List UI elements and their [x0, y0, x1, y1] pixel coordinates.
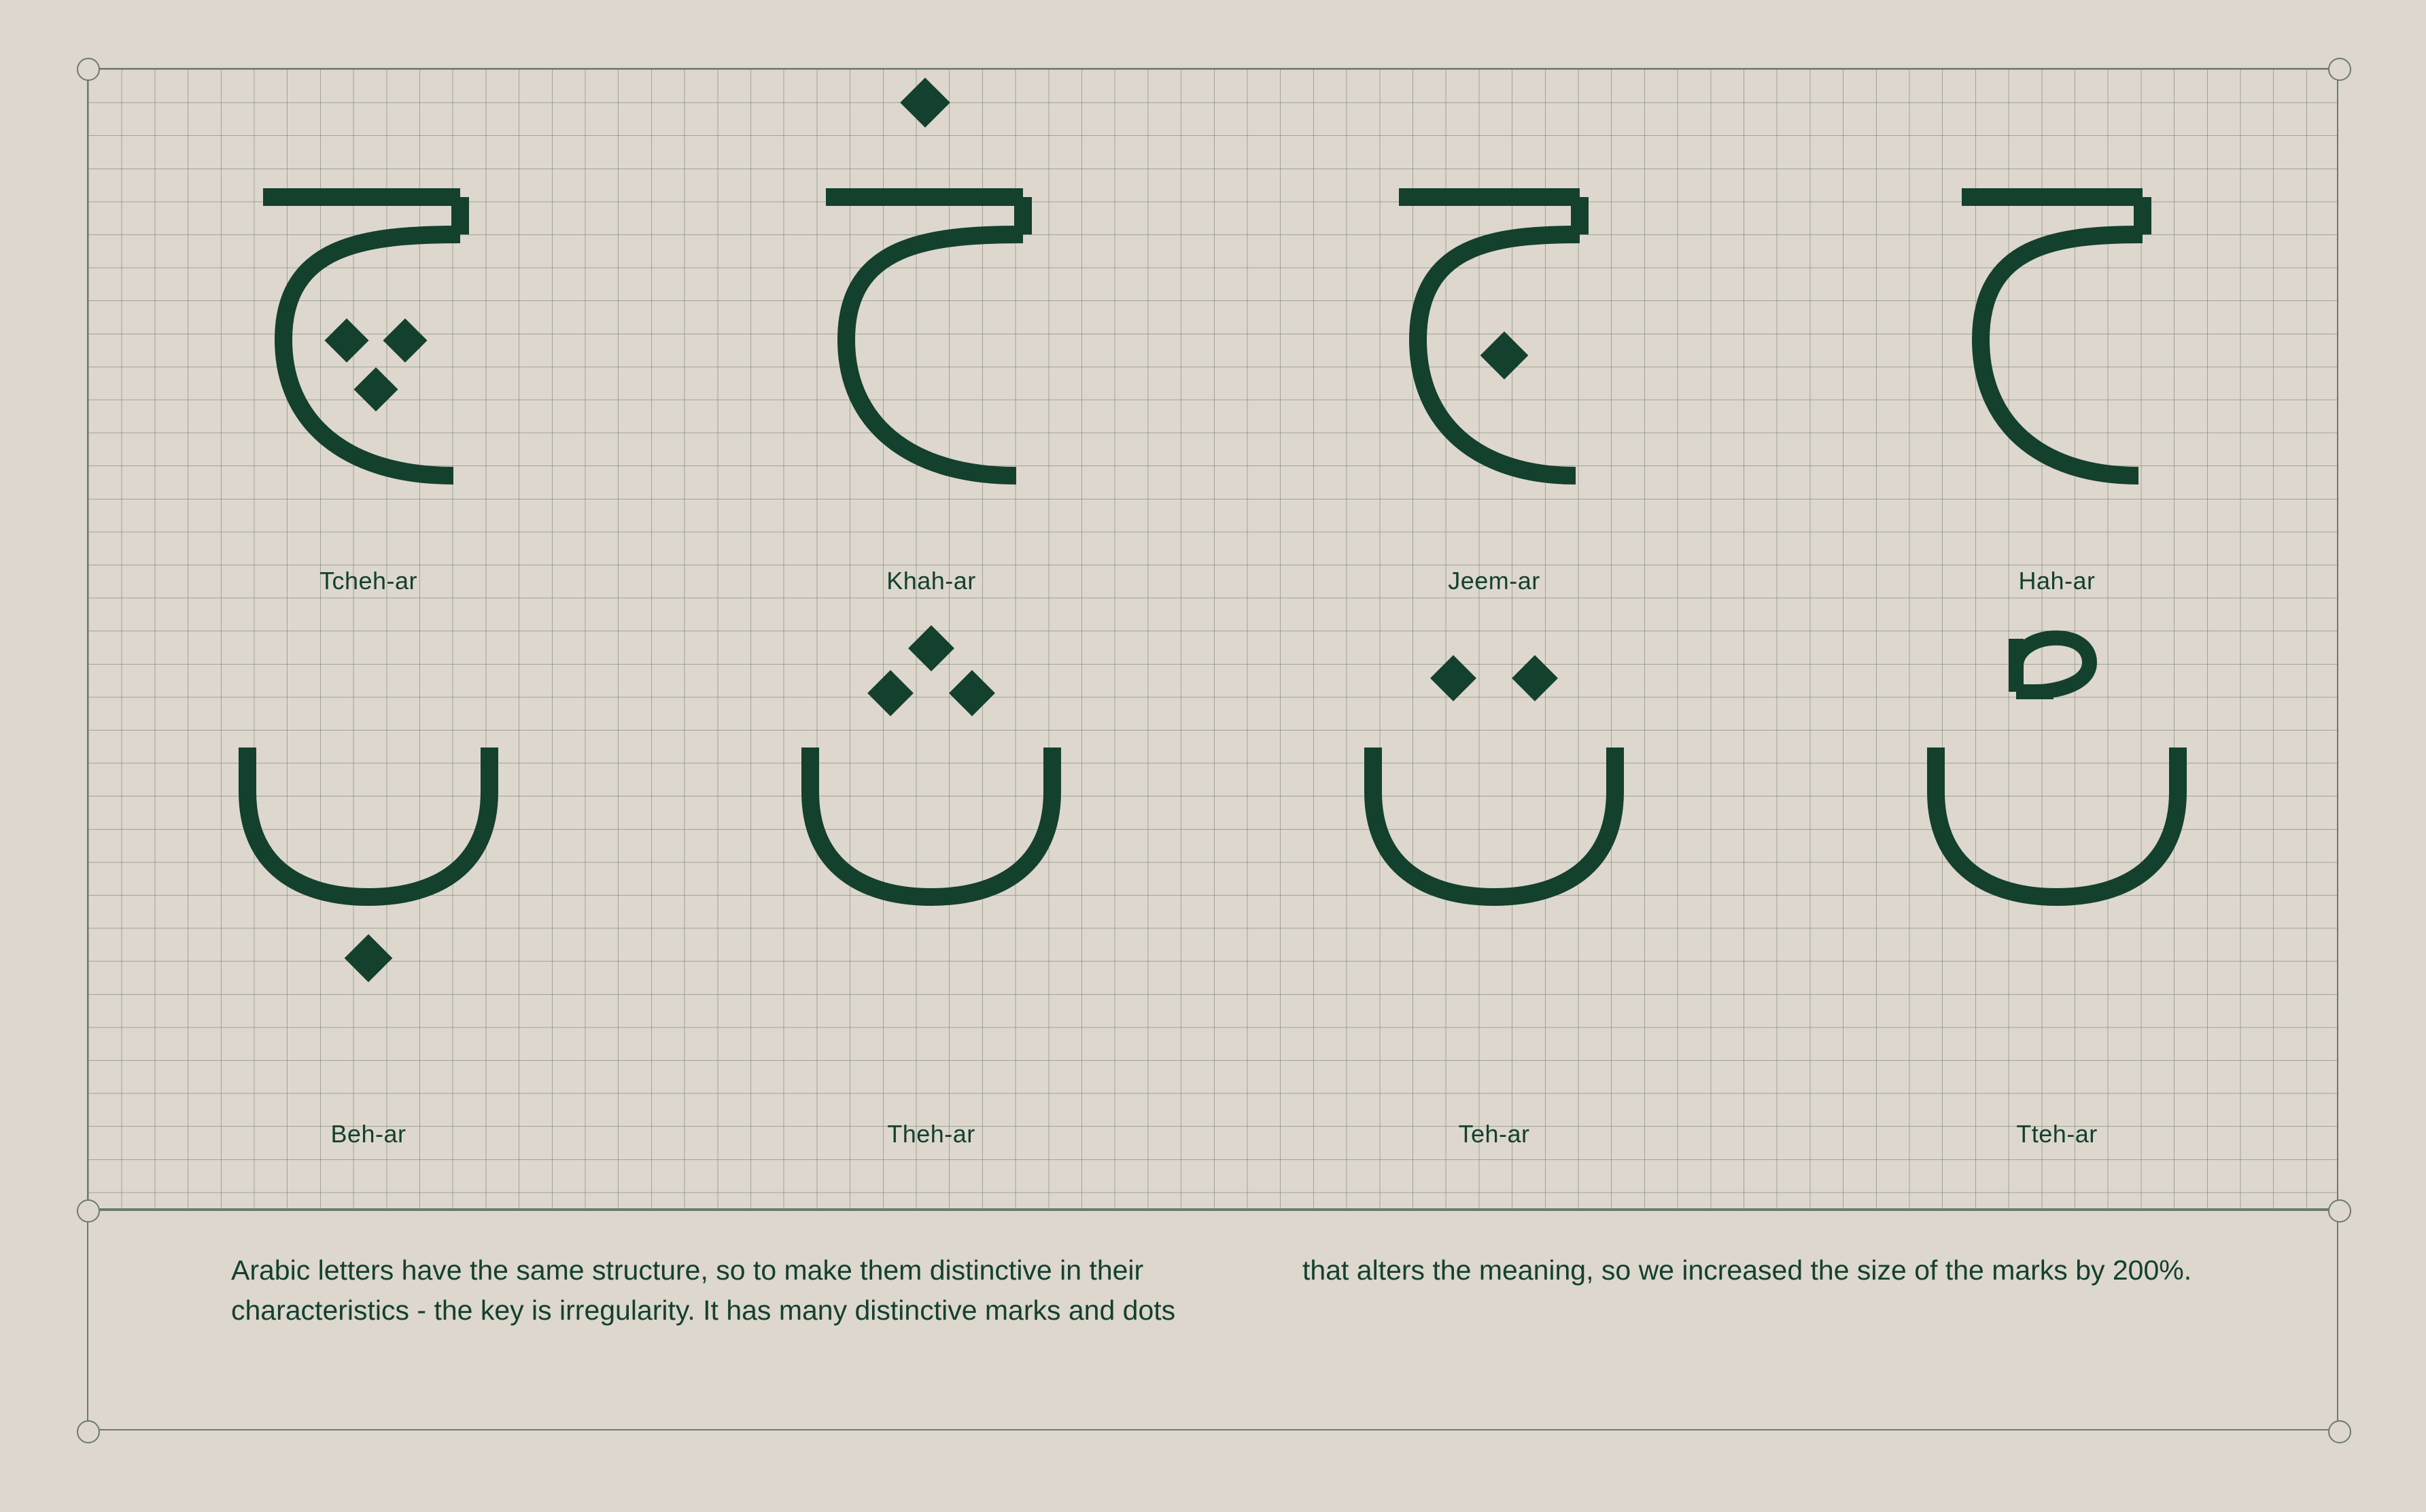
- dot-group-jeem: [1480, 332, 1529, 380]
- glyph-label-theh: Theh-ar: [887, 1120, 975, 1148]
- caption-text-left: Arabic letters have the same structure, so to make them distinctive in their characteristics - the key is irregularity. It has many distinctive marks and dots: [231, 1254, 1176, 1326]
- caption-text-right: that alters the meaning, so we increased the size of the marks by 200%.: [1302, 1254, 2192, 1286]
- glyph-art-tcheh: [87, 122, 650, 557]
- corner-marker-bottom-right: [2328, 1420, 2351, 1443]
- glyph-art-khah: [650, 122, 1213, 557]
- glyph-label-beh: Beh-ar: [330, 1120, 406, 1148]
- glyph-art-theh: [650, 673, 1213, 1053]
- dot-group-beh: [345, 934, 393, 983]
- glyph-cell-theh: [650, 673, 1213, 1148]
- glyph-cell-tteh: [1775, 673, 2338, 1148]
- glyph-cell-jeem: [1213, 122, 1775, 652]
- glyph-cell-khah: [650, 122, 1213, 652]
- glyph-label-hah: Hah-ar: [2018, 567, 2096, 595]
- glyph-label-tcheh: Tcheh-ar: [319, 567, 418, 595]
- glyph-art-hah: [1775, 122, 2338, 557]
- glyph-cell-beh: [87, 673, 650, 1148]
- glyph-art-beh: [87, 673, 650, 1053]
- corner-marker-bottom-left: [77, 1420, 100, 1443]
- caption-panel: [87, 1210, 2338, 1430]
- glyph-art-jeem: [1213, 122, 1775, 557]
- glyph-art-tteh: [1775, 673, 2338, 1053]
- glyph-cell-teh: [1213, 673, 1775, 1148]
- corner-marker-mid-left: [77, 1199, 100, 1223]
- corner-marker-top-right: [2328, 58, 2351, 81]
- glyph-label-jeem: Jeem-ar: [1448, 567, 1540, 595]
- glyph-cell-tcheh: [87, 122, 650, 652]
- corner-marker-mid-right: [2328, 1199, 2351, 1223]
- glyph-label-teh: Teh-ar: [1458, 1120, 1530, 1148]
- glyph-label-tteh: Tteh-ar: [2016, 1120, 2098, 1148]
- dot-group-tcheh: [324, 318, 427, 411]
- glyph-cell-hah: [1775, 122, 2338, 652]
- glyph-art-teh: [1213, 673, 1775, 1053]
- glyph-row-2: [87, 673, 2338, 1148]
- glyph-label-khah: Khah-ar: [886, 567, 976, 595]
- glyph-row-1: [87, 122, 2338, 652]
- corner-marker-top-left: [77, 58, 100, 81]
